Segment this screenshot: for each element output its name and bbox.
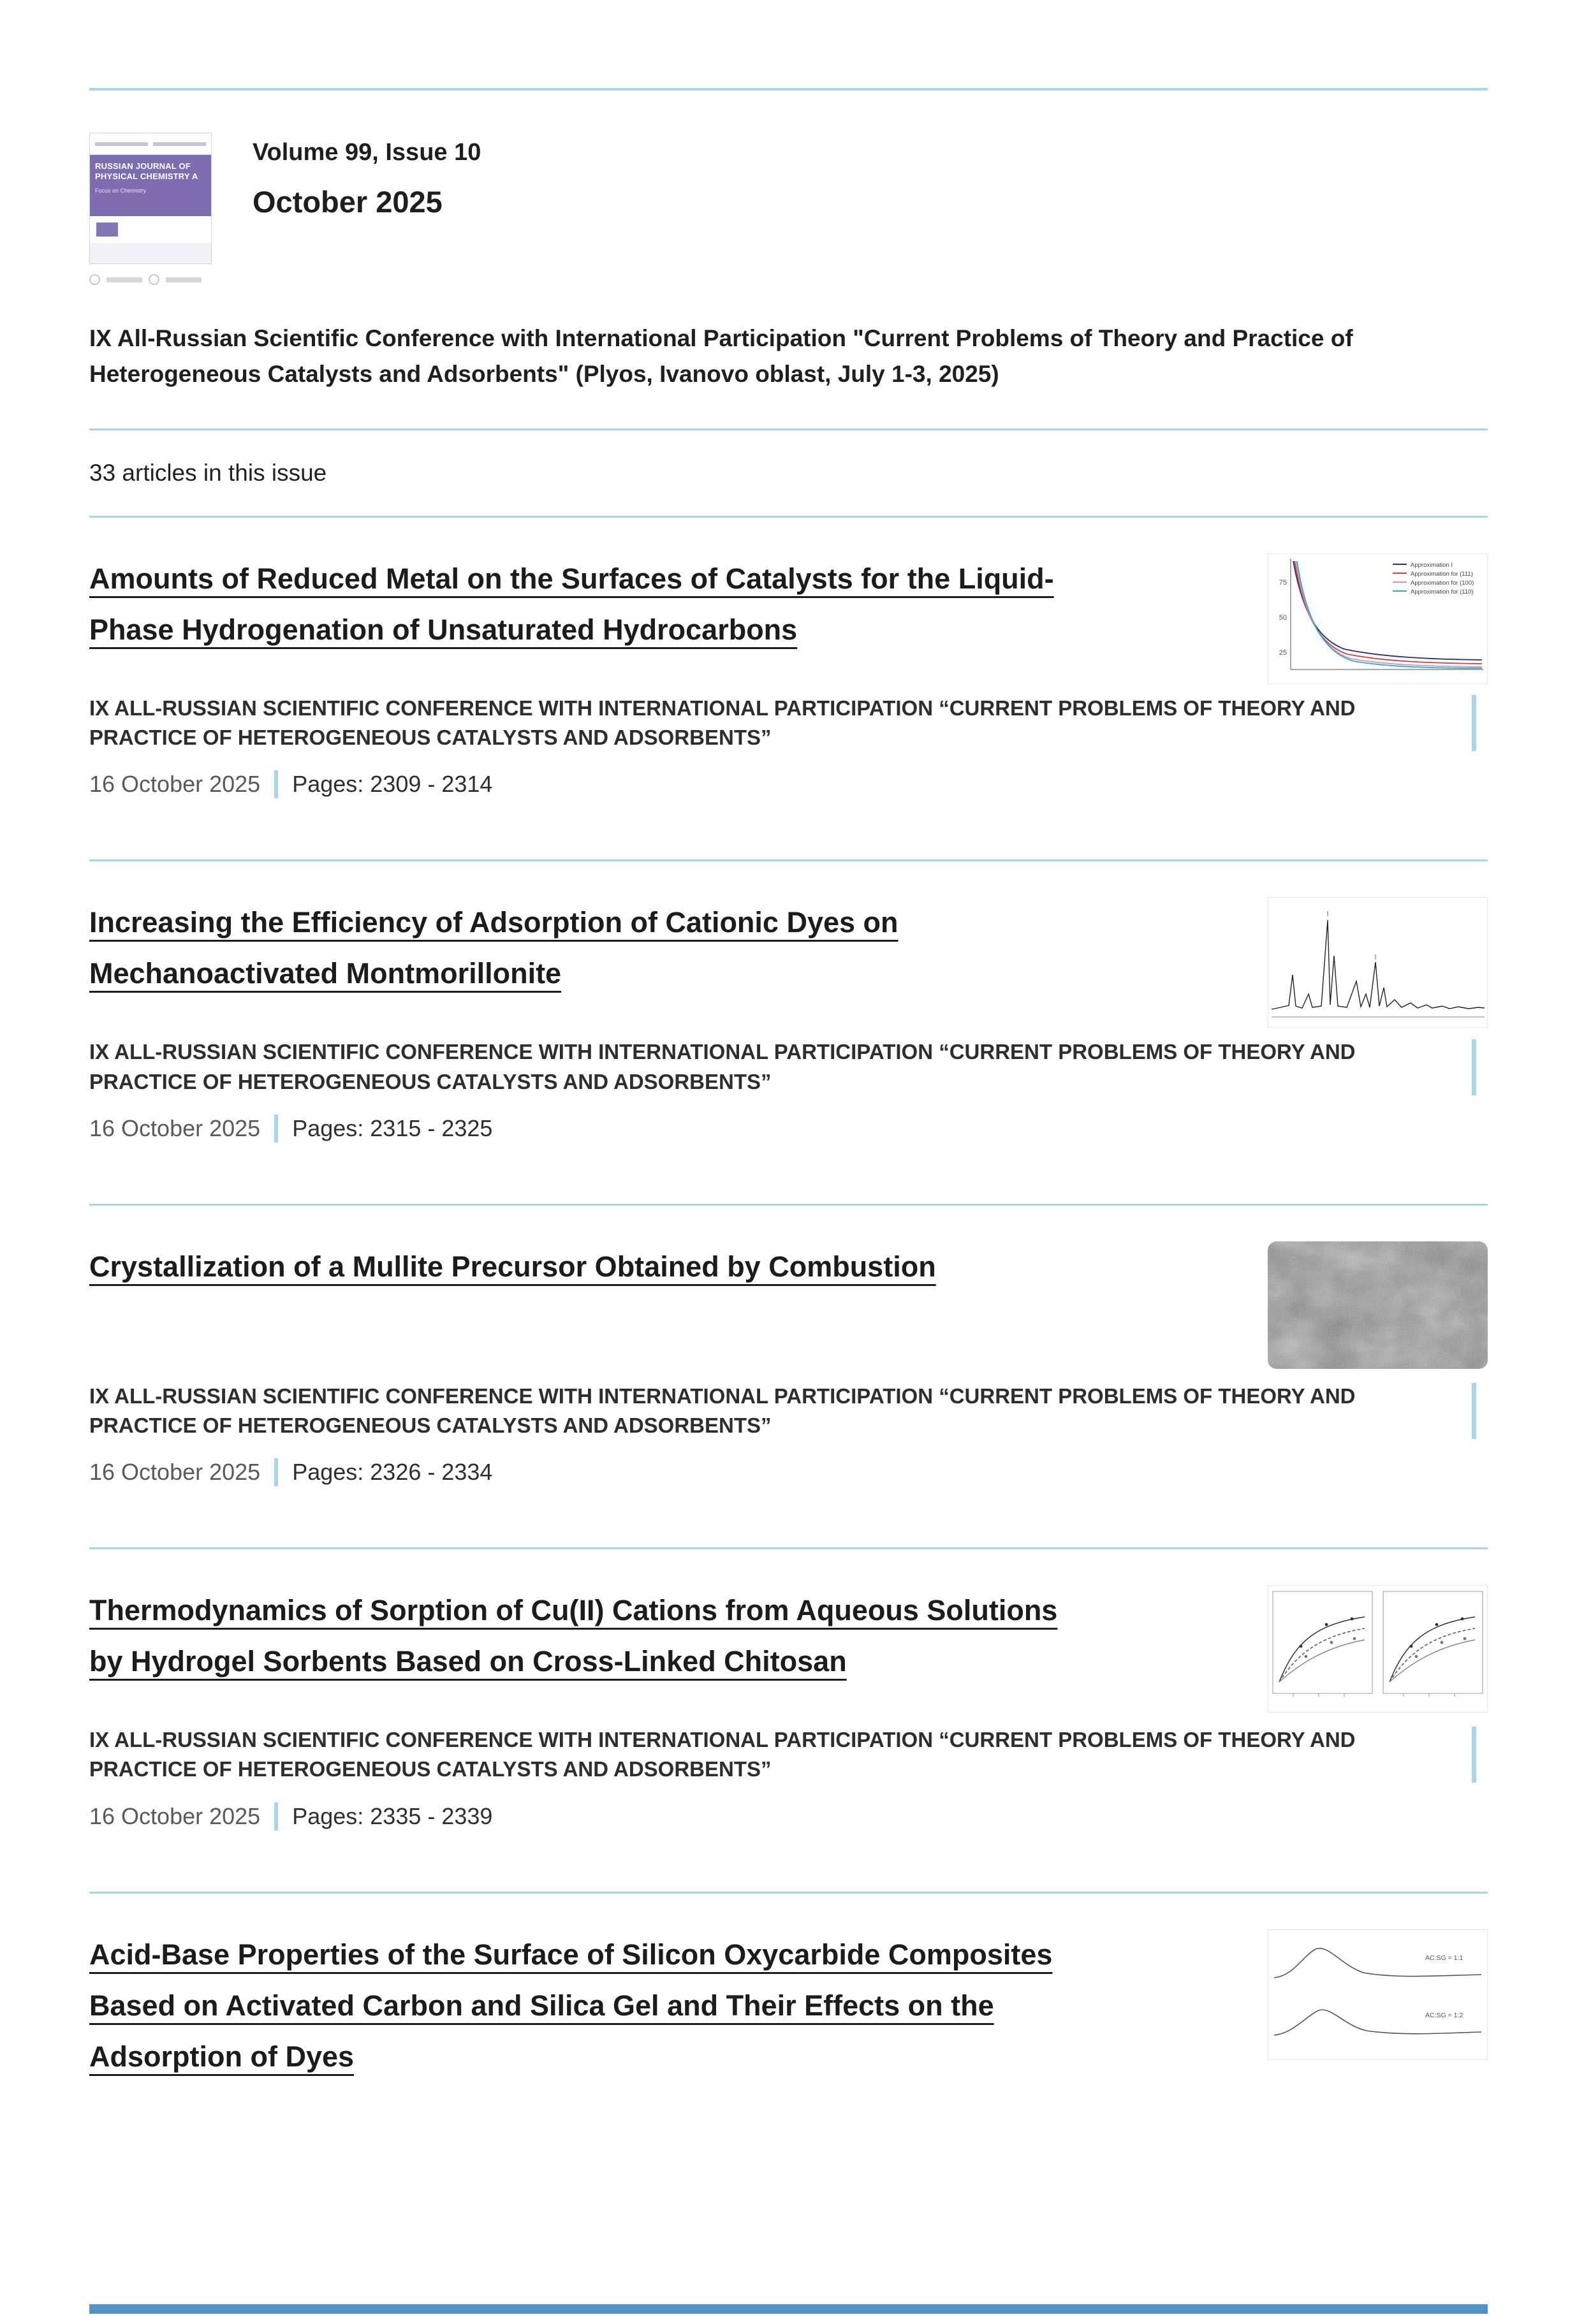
publisher-logo-icon bbox=[149, 274, 159, 285]
article-date: 16 October 2025 bbox=[89, 1114, 261, 1141]
article-pages: Pages: 2326 - 2334 bbox=[292, 1459, 493, 1486]
accent-bar bbox=[1472, 695, 1476, 751]
article-title-line: Amounts of Reduced Metal on the Surfaces of Catalysts for the Liquid- bbox=[89, 562, 1054, 595]
cover-top-strip bbox=[90, 133, 211, 155]
article-title-line: Increasing the Efficiency of Adsorption of Cationic Dyes on bbox=[89, 906, 899, 939]
article-pages: Pages: 2309 - 2314 bbox=[292, 771, 493, 798]
issue-date: October 2025 bbox=[253, 185, 443, 219]
article-section-label[interactable]: IX ALL-RUSSIAN SCIENTIFIC CONFERENCE WITH INTERNATIONAL PARTICIPATION “CURRENT PROBLEMS OF THEORY AND PRACTICE OF HETEROGENEOUS CATALYSTS AND ADSORBENTS” bbox=[89, 1040, 1356, 1093]
svg-text:Approximation for (110): Approximation for (110) bbox=[1411, 588, 1474, 596]
issue-header bbox=[89, 133, 1488, 285]
cover-journal-title: RUSSIAN JOURNAL OF PHYSICAL CHEMISTRY A bbox=[95, 161, 198, 182]
article-title-link[interactable] bbox=[89, 1929, 1052, 2082]
publisher-logo-icon bbox=[89, 274, 100, 285]
y-tick: 75 bbox=[1279, 579, 1287, 587]
article-title bbox=[89, 1929, 1052, 2082]
cover-subtitle: Focus on Chemistry bbox=[95, 187, 147, 194]
article-thumbnail-dual-plots[interactable] bbox=[1268, 1585, 1488, 1713]
article-thumbnail-xrd-spectrum[interactable] bbox=[1268, 897, 1488, 1028]
curve-label: AC:SG = 1:1 bbox=[1425, 1954, 1463, 1962]
divider bbox=[89, 428, 1488, 430]
svg-text:Approximation for (100): Approximation for (100) bbox=[1411, 580, 1474, 587]
publisher-logos bbox=[89, 274, 212, 285]
article-title-line: Thermodynamics of Sorption of Cu(II) Cations from Aqueous Solutions bbox=[89, 1594, 1058, 1627]
article-entry bbox=[89, 861, 1488, 1203]
article-title-line: Based on Activated Carbon and Silica Gel and Their Effects on the bbox=[89, 1989, 994, 2022]
article-section-label[interactable]: IX ALL-RUSSIAN SCIENTIFIC CONFERENCE WITH INTERNATIONAL PARTICIPATION “CURRENT PROBLEMS OF THEORY AND PRACTICE OF HETEROGENEOUS CATALYSTS AND ADSORBENTS” bbox=[89, 1384, 1356, 1437]
meta-separator bbox=[274, 1458, 278, 1486]
article-title-link[interactable] bbox=[89, 897, 899, 999]
article-title-link[interactable] bbox=[89, 1241, 936, 1292]
article-pages: Pages: 2315 - 2325 bbox=[292, 1114, 493, 1141]
article-date: 16 October 2025 bbox=[89, 1802, 261, 1829]
article-date: 16 October 2025 bbox=[89, 771, 261, 798]
article-title-line: Acid-Base Properties of the Surface of Silicon Oxycarbide Composites bbox=[89, 1938, 1053, 1971]
article-pages: Pages: 2335 - 2339 bbox=[292, 1802, 493, 1829]
top-divider bbox=[89, 88, 1488, 91]
article-section-label[interactable]: IX ALL-RUSSIAN SCIENTIFIC CONFERENCE WITH INTERNATIONAL PARTICIPATION “CURRENT PROBLEMS OF THEORY AND PRACTICE OF HETEROGENEOUS CATALYSTS AND ADSORBENTS” bbox=[89, 1728, 1356, 1781]
article-title-line: Crystallization of a Mullite Precursor Obtained by Combustion bbox=[89, 1250, 936, 1283]
article-title-line: Adsorption of Dyes bbox=[89, 2040, 355, 2073]
svg-text:Approximation I: Approximation I bbox=[1411, 562, 1453, 569]
publisher-logo-text bbox=[106, 277, 142, 282]
accent-bar bbox=[1472, 1383, 1476, 1439]
meta-separator bbox=[274, 1802, 278, 1831]
article-title bbox=[89, 1585, 1057, 1687]
cover-bottom bbox=[90, 216, 211, 243]
svg-text:Approximation for (111): Approximation for (111) bbox=[1411, 571, 1473, 578]
volume-issue-label: Volume 99, Issue 10 bbox=[253, 139, 481, 166]
article-title bbox=[89, 897, 899, 999]
article-title bbox=[89, 553, 1054, 655]
article-title-link[interactable] bbox=[89, 553, 1054, 655]
article-title bbox=[89, 1241, 936, 1292]
issue-description: IX All-Russian Scientific Conference with International Participation "Current Problems of Theory and Practice of Heterogeneous Catalysts and Adsorbents" (Plyos, Ivanovo oblast, July 1-3, 2025) bbox=[89, 325, 1353, 387]
meta-separator bbox=[274, 770, 278, 798]
article-entry bbox=[89, 1206, 1488, 1547]
journal-cover[interactable] bbox=[89, 133, 212, 264]
article-thumbnail-line-chart[interactable] bbox=[1268, 553, 1488, 684]
y-tick: 50 bbox=[1279, 614, 1287, 622]
y-tick: 25 bbox=[1279, 649, 1287, 657]
meta-separator bbox=[274, 1114, 278, 1143]
accent-bar bbox=[1472, 1039, 1476, 1095]
article-entry bbox=[89, 1549, 1488, 1891]
article-title-line: Phase Hydrogenation of Unsaturated Hydrocarbons bbox=[89, 613, 798, 646]
article-entry bbox=[89, 518, 1488, 859]
accent-bar bbox=[1472, 1727, 1476, 1783]
article-section-label[interactable]: IX ALL-RUSSIAN SCIENTIFIC CONFERENCE WITH INTERNATIONAL PARTICIPATION “CURRENT PROBLEMS OF THEORY AND PRACTICE OF HETEROGENEOUS CATALYSTS AND ADSORBENTS” bbox=[89, 696, 1356, 750]
article-thumbnail-curve-pair[interactable] bbox=[1268, 1929, 1488, 2060]
article-entry bbox=[89, 1894, 1488, 2144]
article-title-link[interactable] bbox=[89, 1585, 1057, 1687]
article-title-line: Mechanoactivated Montmorillonite bbox=[89, 957, 562, 990]
cover-title-band bbox=[90, 155, 211, 216]
publisher-logo-text bbox=[166, 277, 202, 282]
articles-count-label: 33 articles in this issue bbox=[89, 460, 327, 486]
article-title-line: by Hydrogel Sorbents Based on Cross-Linked Chitosan bbox=[89, 1645, 847, 1678]
footer-bar bbox=[89, 2304, 1488, 2314]
article-thumbnail-sem-micrograph[interactable] bbox=[1268, 1241, 1488, 1369]
curve-label: AC:SG = 1:2 bbox=[1425, 2011, 1463, 2019]
article-date: 16 October 2025 bbox=[89, 1459, 261, 1486]
